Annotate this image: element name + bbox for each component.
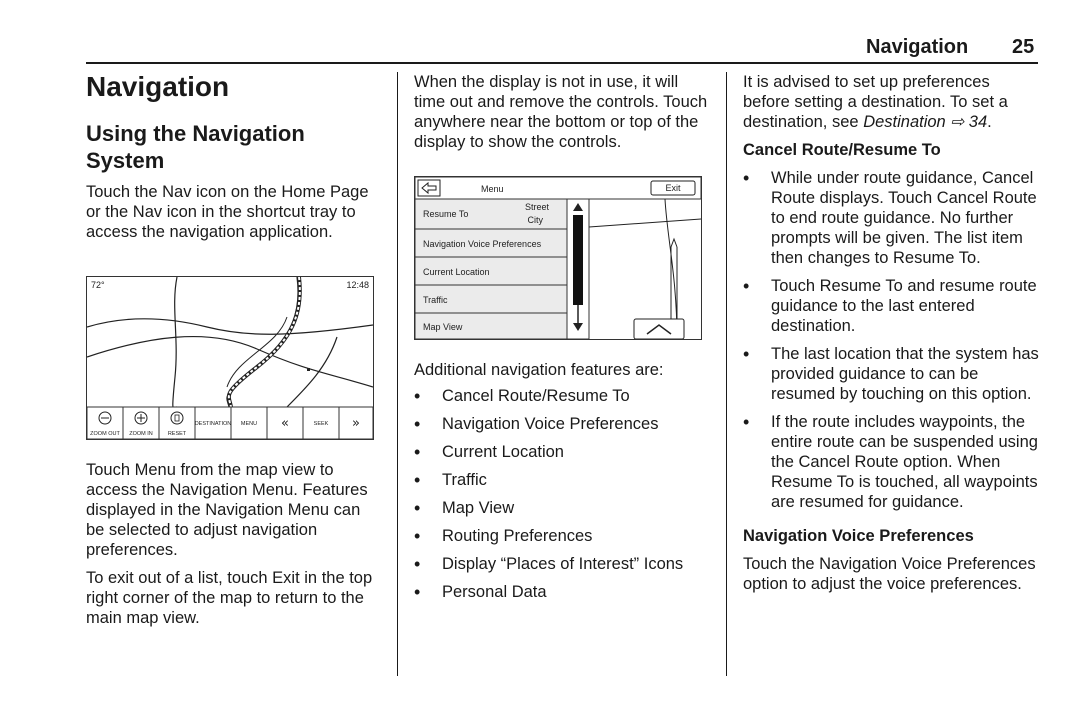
column-divider-2 <box>726 72 727 676</box>
list-item: • The last location that the system has provided guidance to can be resumed by touching on this option. <box>743 344 1039 404</box>
list-item: • Navigation Voice Preferences <box>414 414 710 434</box>
menu-title: Menu <box>481 184 504 194</box>
menu-item-resume-label: Resume To <box>423 209 469 219</box>
menu-screen-figure <box>414 176 702 340</box>
zoom-out-label: ZOOM OUT <box>90 431 120 437</box>
exit-label: Exit <box>665 183 681 193</box>
list-item: • While under route guidance, Cancel Route displays. Touch Cancel Route to end route guidance. No further prompts will be given. The list item then changes to Resume To. <box>743 168 1039 268</box>
list-item: • Touch Resume To and resume route guidance to the last entered destination. <box>743 276 1039 336</box>
features-list <box>414 386 710 602</box>
seek-label: SEEK <box>313 421 329 427</box>
header-page-number: 25 <box>1012 36 1035 58</box>
features-intro: Additional navigation features are: <box>414 361 664 379</box>
list-item: • Map View <box>414 498 710 518</box>
destination-ref: Destination <box>863 113 946 131</box>
menu-label: MENU <box>240 421 258 427</box>
destination-label: DESTINATION <box>194 421 232 427</box>
cancel-route-list <box>743 168 1039 512</box>
menu-item-label: Map View <box>423 322 463 332</box>
list-item: • Current Location <box>414 442 710 462</box>
list-item: • Display “Places of Interest” Icons <box>414 554 710 574</box>
menu-item-resume-street: Street <box>524 202 549 212</box>
menu-item-label: Traffic <box>423 295 448 305</box>
section-heading: Using the Navigation System <box>86 121 305 173</box>
column-2 <box>414 72 710 610</box>
header-rule <box>86 62 1038 64</box>
page-ref-arrow-icon: ⇨ <box>950 113 965 131</box>
menu-item-resume-city: City <box>527 215 543 225</box>
running-header <box>0 0 1078 64</box>
mini-map <box>589 199 701 339</box>
exit-paragraph: To exit out of a list, touch Exit in the top right corner of the map to return to the main map view. <box>86 569 373 627</box>
cancel-route-heading: Cancel Route/Resume To <box>743 141 941 159</box>
intro-text: It is advised to set up preferences before setting a destination. To set a destination, see <box>743 73 1008 131</box>
voice-preferences-heading: Navigation Voice Preferences <box>743 527 974 545</box>
show-controls-button[interactable] <box>634 319 684 339</box>
list-item: • Personal Data <box>414 582 710 602</box>
reset-label: RESET <box>167 431 187 437</box>
destination-page: 34 <box>968 113 988 131</box>
preferences-intro <box>743 72 1039 132</box>
menu-scrollbar[interactable] <box>567 199 589 339</box>
page-title: Navigation <box>86 71 230 102</box>
intro-period: . <box>987 113 992 131</box>
list-item: • If the route includes waypoints, the entire route can be suspended using the Cancel Route option. When Resume To is touched, all waypoints are resumed for guidance. <box>743 412 1039 512</box>
column-1 <box>86 72 382 636</box>
intro-paragraph: Touch the Nav icon on the Home Page or the Nav icon in the shortcut tray to access the navigation application. <box>86 183 369 241</box>
timeout-paragraph: When the display is not in use, it will time out and remove the controls. Touch anywhere near the bottom or top of the display to show the controls. <box>414 73 708 151</box>
list-item: • Cancel Route/Resume To <box>414 386 710 406</box>
list-item: • Traffic <box>414 470 710 490</box>
destination-link[interactable] <box>863 113 987 131</box>
header-section-title: Navigation <box>866 36 969 58</box>
menu-list <box>415 199 567 339</box>
column-3 <box>743 72 1039 602</box>
list-item: • Routing Preferences <box>414 526 710 546</box>
menu-item-label: Navigation Voice Preferences <box>423 239 542 249</box>
map-clock: 12:48 <box>346 280 369 290</box>
map-temperature: 72° <box>91 280 105 290</box>
map-screen-figure <box>86 276 374 440</box>
column-divider-1 <box>397 72 398 676</box>
menu-item-label: Current Location <box>423 267 490 277</box>
zoom-in-label: ZOOM IN <box>129 431 153 437</box>
scroll-thumb[interactable] <box>573 215 583 305</box>
double-chevron-left-icon: « <box>281 416 289 431</box>
voice-preferences-paragraph: Touch the Navigation Voice Preferences option to adjust the voice preferences. <box>743 555 1036 593</box>
double-chevron-right-icon: » <box>352 416 360 431</box>
menu-paragraph: Touch Menu from the map view to access the Navigation Menu. Features displayed in the Navigation Menu can be selected to adjust navigation preferences. <box>86 461 368 559</box>
